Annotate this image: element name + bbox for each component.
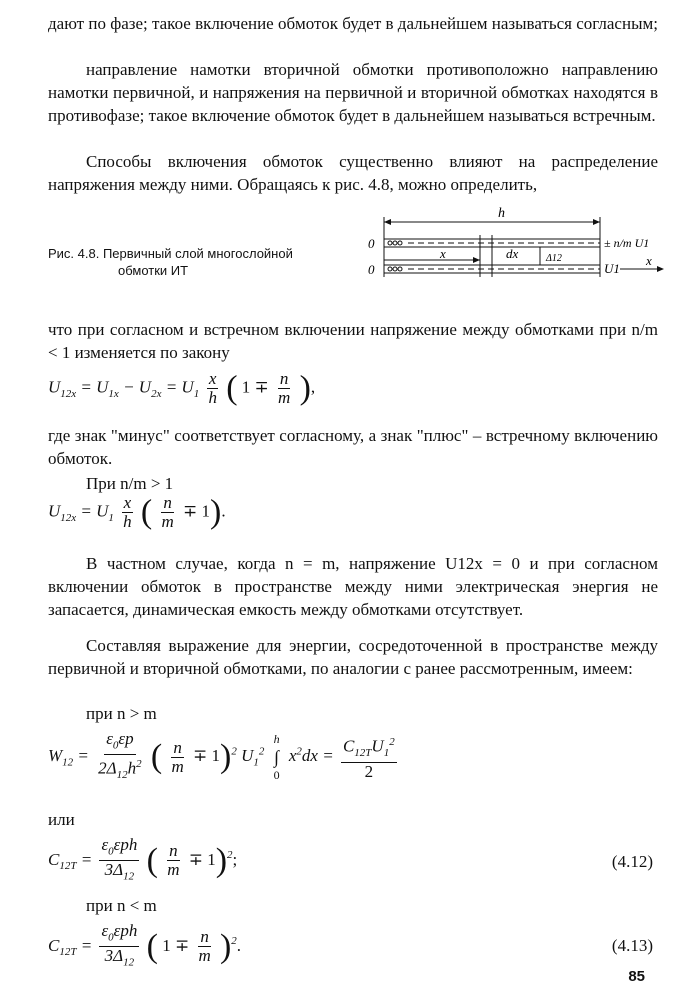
equation-c12t-n-gt-m: $C_{12T}$ = $\varepsilon_0\varepsilon ph$ $3\Delta_{12}$ ( $\frac{n}{m}$ ∓ 1)$^2$;	[48, 835, 238, 883]
figure-label-x: x	[440, 246, 446, 261]
word-or: или	[48, 810, 75, 829]
figure-4-8-winding-diagram	[368, 205, 668, 285]
paragraph-3: Способы включения обмоток существенно влияют на распределение напряжения между ними. Обращаясь к рис. 4.8, можно определить,	[48, 152, 658, 194]
turn-5	[393, 267, 397, 271]
caption-line-1: Рис. 4.8. Первичный слой многослойной	[48, 246, 293, 261]
condition-n-gt-m: при n > m	[86, 704, 157, 723]
figure-label-zero-bottom: 0	[368, 262, 375, 277]
equation-u12x-less: $U_{12x} = U_{1x} - U_{2x} = U_1$ $\frac{x}{h}$ ( 1 ∓ $\frac{n}{m}$ ),	[48, 369, 316, 407]
condition-n-gt-m-ratio: При n/m > 1	[86, 474, 174, 493]
arrow-right-h	[593, 219, 600, 225]
turn-6	[398, 267, 402, 271]
page-number: 85	[628, 968, 645, 985]
paragraph-1: дают по фазе; такое включение обмоток будет в дальнейшем называться согласным;	[48, 14, 658, 33]
arrow-x	[473, 257, 480, 263]
paragraph-4: что при согласном и встречном включении напряжение между обмотками при n/m < 1 изменяется по закону	[48, 320, 658, 362]
figure-caption	[48, 245, 358, 279]
turn-3	[398, 241, 402, 245]
figure-label-delta: Δ12	[546, 253, 562, 264]
equation-u12x-greater: $U_{12x} = U_1$ $\frac{x}{h}$ ( $\frac{n}{m}$ ∓ 1).	[48, 493, 226, 531]
figure-label-h: h	[498, 206, 505, 221]
figure-label-axis: x	[646, 253, 652, 268]
x-axis-arrow	[657, 266, 664, 272]
figure-label-zero-top: 0	[368, 236, 375, 251]
caption-line-2: обмотки ИТ	[118, 263, 189, 278]
turn-1	[388, 241, 392, 245]
equation-number-4-12: (4.12)	[611, 852, 653, 871]
turn-2	[393, 241, 397, 245]
paragraph-5: где знак "минус" соответствует согласному, а знак "плюс" – встречному включению обмоток.	[48, 426, 658, 468]
figure-label-dx: dx	[506, 246, 519, 261]
condition-n-lt-m: при n < m	[86, 896, 157, 915]
paragraph-6: В частном случае, когда n = m, напряжение U12x = 0 и при согласном включении обмоток в пространстве между ними электрическая энергия не запасается, динамическая емкость между обмотками отсутствует.	[48, 554, 658, 619]
figure-label-ratio: ± n/m U1	[604, 236, 650, 250]
turn-4	[388, 267, 392, 271]
paragraph-2: направление намотки вторичной обмотки противоположно направлению намотки первичной, и напряжения на первичной и вторичной обмотках находятся в противофазе; такое включение обмоток будет в дальнейшем называться встречным.	[48, 60, 658, 125]
arrow-left-h	[384, 219, 391, 225]
equation-w12: $W_{12}$ = $\frac{\varepsilon_0\varepsilon p}{2\Delta_{12}h^2}$ ( $\frac{n}{m}$ ∓ 1)$^2$ $U_1^2$ h ∫ 0 $x^2dx$ = $\frac{C_{12T}U_1^2}{2}$	[48, 729, 395, 783]
equation-c12t-n-lt-m: $C_{12T}$ = $\varepsilon_0\varepsilon ph$ $3\Delta_{12}$ ( 1 ∓ $\frac{n}{m}$ )$^2$.	[48, 921, 242, 969]
equation-number-4-13: (4.13)	[611, 936, 653, 955]
figure-label-u1: U1	[604, 261, 620, 276]
paragraph-7: Составляя выражение для энергии, сосредоточенной в пространстве между первичной и вторичной обмотками, по аналогии с ранее рассмотренным, имеем:	[48, 636, 658, 678]
